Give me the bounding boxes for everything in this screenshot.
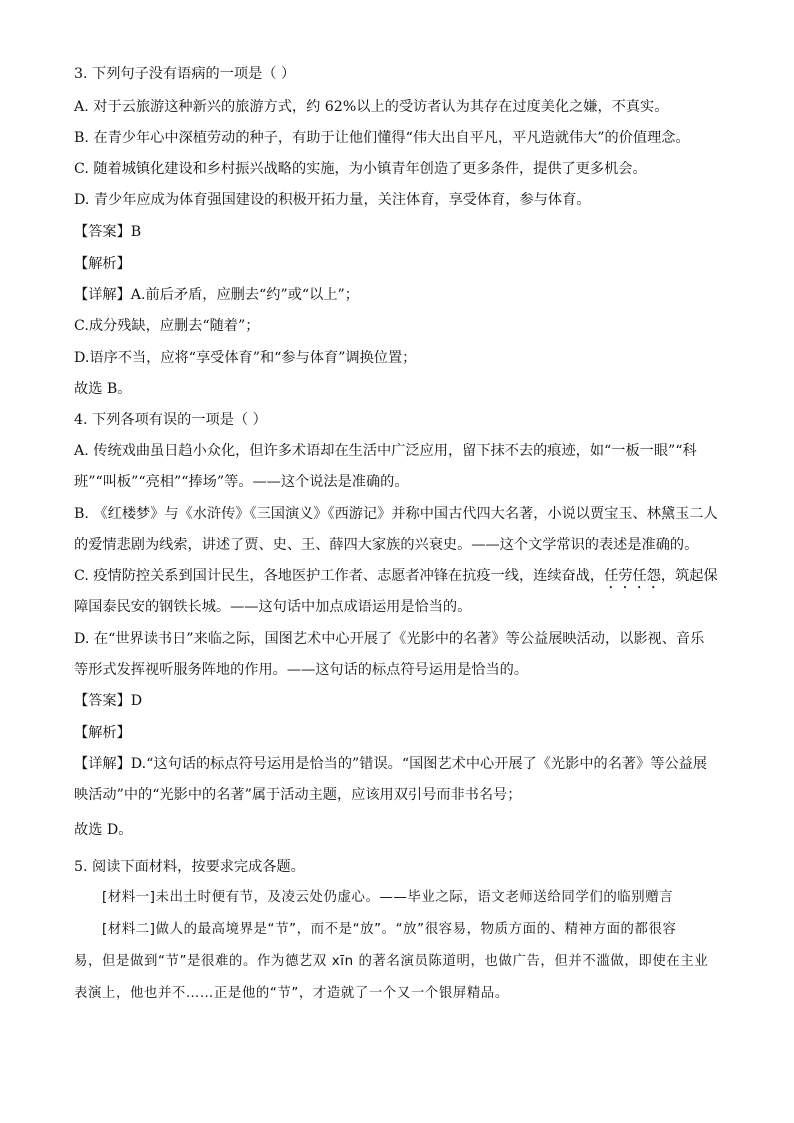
q3-detail-3: D.语序不当，应将“享受体育”和“参与体育”调换位置； [74,350,417,366]
q5-material-2-line1: [材料二]做人的最高境界是“节”，而不是“放”。“放”很容易，物质方面的、精神方面的都很容 [102,922,677,937]
q4-option-c-text-end: ，筑起保 [660,568,718,584]
q3-stem: 3. 下列句子没有语病的一项是（ ） [74,66,296,82]
q4-stem: 4. 下列各项有误的一项是（ ） [74,412,267,428]
q4-option-a-line1: A. 传统戏曲虽日趋小众化，但许多术语却在生活中广泛应用，留下抹不去的痕迹，如“一板一眼”“科 [74,443,697,459]
q3-detail-1: 【详解】A.前后矛盾，应删去“约”或“以上”； [74,287,359,303]
q4-analysis-label: 【解析】 [74,725,131,741]
q4-option-c-text: C. 疫情防控关系到国计民生，各地医护工作者、志愿者冲锋在抗疫一线，连续奋战， [74,568,605,584]
q4-option-d-line2: 等形式发挥视听服务阵地的作用。——这句话的标点符号运用是恰当的。 [74,662,529,678]
q4-option-d-line1: D. 在“世界读书日”来临之际，国图艺术中心开展了《光影中的名著》等公益展映活动，以影视、音乐 [74,631,705,647]
q3-detail-2: C.成分残缺，应删去“随着”； [74,318,260,334]
q4-option-b-line2: 的爱情悲剧为线索，讲述了贾、史、王、薛四大家族的兴衰史。——这个文学常识的表述是准确的。 [74,537,699,553]
q3-analysis-label: 【解析】 [74,256,131,272]
q4-conclusion: 故选 D。 [74,822,133,838]
q3-option-b: B. 在青少年心中深植劳动的种子，有助于让他们懂得“伟大出自平凡，平凡造就伟大”的价值理念。 [74,130,690,146]
q3-option-c: C. 随着城镇化建设和乡村振兴战略的实施，为小镇青年创造了更多条件，提供了更多机会。 [74,161,647,177]
q4-detail-1: 【详解】D.“这句话的标点符号运用是恰当的”错误。“国图艺术中心开展了《光影中的名著》等公益展 [74,756,708,772]
q3-option-a: A. 对于云旅游这种新兴的旅游方式，约 62%以上的受访者认为其存在过度美化之嫌，不真实。 [74,99,669,115]
q3-option-d: D. 青少年应成为体育强国建设的积极开拓力量，关注体育，享受体育，参与体育。 [74,192,591,208]
q5-material-2-line3: 表演上，他也并不……正是他的“节”，才造就了一个又一个银屏精品。 [74,986,509,1001]
q3-answer: 【答案】B [74,224,142,240]
q4-option-c-line1 [74,566,718,592]
q4-option-b-line1: B. 《红楼梦》与《水浒传》《三国演义》《西游记》并称中国古代四大名著，小说以贾宝玉、林黛玉二人 [74,506,718,522]
q3-conclusion: 故选 B。 [74,381,132,397]
q5-material-1: [材料一]未出土时便有节，及凌云处仍虚心。——毕业之际，语文老师送给同学们的临别赠言 [102,890,674,905]
dotted-idiom: 任劳任怨 [604,568,661,584]
q4-answer: 【答案】D [74,693,143,709]
q5-material-2-line2: 易，但是做到“节”是很难的。作为德艺双 xīn 的著名演员陈道明，也做广告，但并不滥做，即使在主业 [74,954,709,969]
q4-option-c-line2: 障国泰民安的钢铁长城。——这句话中加点成语运用是恰当的。 [74,599,472,615]
q4-detail-2: 映活动”中的“光影中的名著”属于活动主题，应该用双引号而非书名号； [74,787,522,803]
q4-option-a-line2: 班”“叫板”“亮相”“捧场”等。——这个说法是准确的。 [74,474,409,490]
q5-stem: 5. 阅读下面材料，按要求完成各题。 [74,859,305,875]
